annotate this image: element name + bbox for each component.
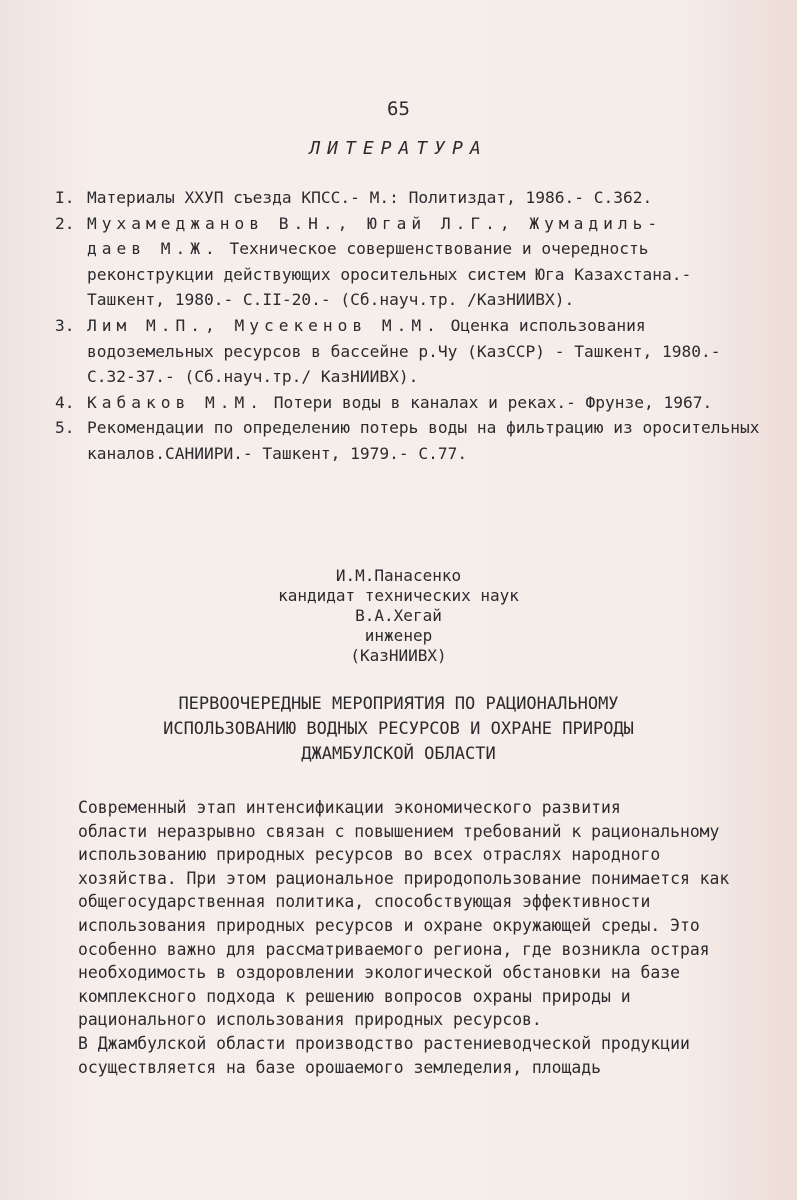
reference-text: Оценка использования водоземельных ресурсов в бассейне р.Чу (КазССР) - Ташкент, 1980.- С.32-37.- (Сб.науч.тр./ КазНИИВХ). [87,315,721,387]
author-name: В.А.Хегай [355,606,442,625]
reference-item [55,390,770,416]
article-title-line: ДЖАМБУЛСКОЙ ОБЛАСТИ [301,744,496,764]
article-title [0,692,797,767]
author-name: И.М.Панасенко [335,566,462,585]
references-list [55,185,770,467]
reference-text: Потери воды в каналах и реках.- Фрунзе, 1967. [263,392,713,412]
reference-text: Материалы ХХУП съезда КПСС.- М.: Политиздат, 1986.- С.362. [87,188,653,207]
reference-item [55,313,770,390]
body-paragraph: Современный этап интенсификации экономического развития области неразрывно связан с повышением требований к рациональному использованию природных ресурсов во всех отраслях народного хозяйства. При этом рациональное природопользование понимается как общегосударственная политика, способствующая эффективности использования природных ресурсов и охране окружающей среды. Это особенно важно для рассматриваемого региона, где возникла острая необходимость в оздоровлении экологической обстановки на базе комплексного подхода к решению вопросов охраны природы и рационального использования природных ресурсов. [78,798,730,1030]
reference-item [55,211,770,313]
body-paragraph: В Джамбулской области производство растениеводческой продукции осуществляется на базе орошаемого земледелия, площадь [78,1033,690,1077]
reference-text: Рекомендации по определению потерь воды на фильтрацию из оросительных каналов.САНИИРИ.- Ташкент, 1979.- С.77. [87,418,760,463]
reference-author: Мухамеджанов В.Н., Югай Л.Г., Жумадиль- даев М.Ж. [87,213,663,259]
reference-author: Лим М.П., Мусекенов М.М. [87,315,441,335]
article-title-line: ИСПОЛЬЗОВАНИЮ ВОДНЫХ РЕСУРСОВ И ОХРАНЕ ПРИРОДЫ [163,719,634,739]
page-number: 65 [387,98,410,120]
author-degree: кандидат технических наук [278,586,519,605]
author-degree: инженер [364,626,433,645]
authors-block [0,566,797,666]
reference-number: 3. [55,315,75,335]
reference-author: Кабаков М.М. [87,392,264,412]
author-organization: (КазНИИВХ) [350,646,447,665]
reference-item [55,185,770,211]
reference-item [55,415,770,466]
article-title-line: ПЕРВООЧЕРЕДНЫЕ МЕРОПРИЯТИЯ ПО РАЦИОНАЛЬНОМУ [178,694,619,714]
reference-number: I. [55,188,75,207]
reference-number: 4. [55,392,75,412]
article-body [78,796,768,1079]
reference-number: 2. [55,213,75,233]
reference-text: Техническое совершенствование и очередность реконструкции действующих оросительных систем Юга Казахстана.- Ташкент, 1980.- С.II-20.- (Сб.науч.тр. /КазНИИВХ). [87,239,692,310]
references-heading: ЛИТЕРАТУРА [309,138,488,159]
reference-number: 5. [55,418,75,438]
